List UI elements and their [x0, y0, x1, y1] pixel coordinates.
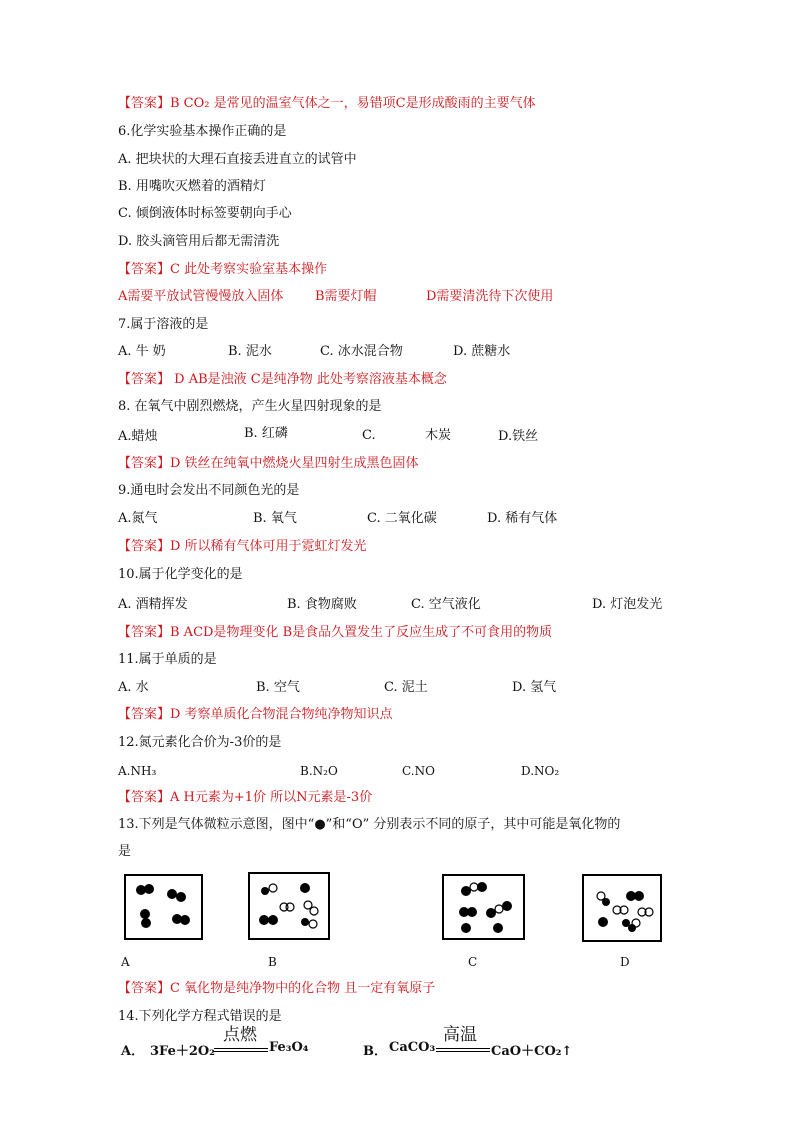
q11-option-a: A. 水 [118, 680, 149, 695]
answer-9: 【答案】D 所以稀有气体可用于霓虹灯发光 [118, 539, 367, 554]
answer-6-note-d: D需要清洗待下次使用 [426, 289, 554, 304]
equation-b-equals-sign [436, 1048, 490, 1052]
answer-7: 【答案】 D AB是浊液 C是纯净物 此处考察溶液基本概念 [118, 372, 447, 387]
q9-option-b: B. 氧气 [253, 511, 297, 526]
q11-option-c: C. 泥土 [384, 680, 428, 695]
q6-option-d: D. 胶头滴管用后都无需清洗 [118, 234, 280, 249]
question-14-stem: 14.下列化学方程式错误的是 [118, 1009, 282, 1024]
question-13-stem: 13.下列是气体微粒示意图，图中“●”和“O” 分别表示不同的原子，其中可能是氧化物的 [118, 817, 621, 832]
q7-option-c: C. 冰水混合物 [320, 344, 403, 359]
question-11-stem: 11.属于单质的是 [118, 652, 217, 667]
diagram-label-a: A [121, 955, 130, 969]
q7-option-d: D. 蔗糖水 [453, 344, 511, 359]
q9-option-d: D. 稀有气体 [487, 511, 558, 526]
answer-6-note-b: B需要灯帽 [315, 289, 377, 304]
question-13-stem-cont: 是 [118, 844, 132, 859]
q12-option-d: D.NO₂ [521, 764, 560, 778]
q7-option-b: B. 泥水 [228, 344, 272, 359]
q8-option-d: D.铁丝 [498, 429, 539, 444]
diagram-label-c: C [468, 955, 478, 969]
question-10-stem: 10.属于化学变化的是 [118, 567, 243, 582]
equation-a-condition: 点燃 [223, 1025, 257, 1045]
equation-b-products: CaO＋CO₂↑ [491, 1044, 573, 1059]
question-8-stem: 8. 在氧气中剧烈燃烧，产生火星四射现象的是 [118, 399, 382, 414]
q10-option-c: C. 空气液化 [411, 597, 481, 612]
diagram-label-b: B [268, 955, 277, 969]
particle-diagram-d [582, 874, 662, 942]
equation-b-reactants: CaCO₃ [389, 1040, 436, 1055]
q9-option-a: A.氮气 [118, 511, 158, 526]
equation-a-equals-sign [214, 1048, 268, 1052]
equation-b-label: B． [363, 1044, 387, 1059]
answer-12: 【答案】A H元素为+1价 所以N元素是-3价 [118, 790, 373, 805]
answer-13: 【答案】C 氧化物是纯净物中的化合物 且一定有氧原子 [118, 981, 436, 996]
question-7-stem: 7.属于溶液的是 [118, 317, 209, 332]
particle-diagram-b [248, 872, 330, 940]
question-9-stem: 9.通电时会发出不同颜色光的是 [118, 483, 300, 498]
question-12-stem: 12.氮元素化合价为-3价的是 [118, 735, 282, 750]
q12-option-a: A.NH₃ [118, 764, 157, 778]
q7-option-a: A. 牛 奶 [118, 344, 166, 359]
q10-option-d: D. 灯泡发光 [592, 597, 663, 612]
q11-option-d: D. 氢气 [512, 680, 557, 695]
equation-a-reactants: 3Fe＋2O₂ [150, 1044, 215, 1059]
q8-option-b: B. 红磷 [244, 426, 288, 441]
q9-option-c: C. 二氧化碳 [367, 511, 437, 526]
q8-option-a: A.蜡烛 [118, 429, 158, 444]
question-6-stem: 6.化学实验基本操作正确的是 [118, 124, 287, 139]
q8-option-c: 木炭 [425, 428, 452, 443]
answer-11: 【答案】D 考察单质化合物混合物纯净物知识点 [118, 707, 393, 722]
particle-diagram-a [124, 874, 203, 940]
answer-8: 【答案】D 铁丝在纯氧中燃烧火星四射生成黑色固体 [118, 456, 419, 471]
q6-option-a: A. 把块状的大理石直接丢进直立的试管中 [118, 152, 357, 167]
equation-a-products: Fe₃O₄ [269, 1040, 309, 1055]
q10-option-a: A. 酒精挥发 [118, 597, 188, 612]
answer-6-note-a: A需要平放试管慢慢放入固体 [118, 289, 284, 304]
q6-option-b: B. 用嘴吹灭燃着的酒精灯 [118, 179, 266, 194]
diagram-label-d: D [620, 955, 630, 969]
particle-diagram-c [442, 874, 525, 940]
q12-option-b: B.N₂O [300, 764, 338, 778]
equation-b-condition: 高温 [443, 1025, 477, 1045]
answer-5: 【答案】B CO₂ 是常见的温室气体之一，易错项C是形成酸雨的主要气体 [118, 96, 536, 111]
q8-option-c-letter: C. [362, 428, 376, 443]
q11-option-b: B. 空气 [256, 680, 300, 695]
q12-option-c: C.NO [402, 764, 435, 778]
answer-6: 【答案】C 此处考察实验室基本操作 [118, 262, 328, 277]
equation-a-label: A． [121, 1044, 145, 1059]
q6-option-c: C. 倾倒液体时标签要朝向手心 [118, 206, 292, 221]
answer-10: 【答案】B ACD是物理变化 B是食品久置发生了反应生成了不可食用的物质 [118, 625, 553, 640]
q10-option-b: B. 食物腐败 [287, 597, 357, 612]
